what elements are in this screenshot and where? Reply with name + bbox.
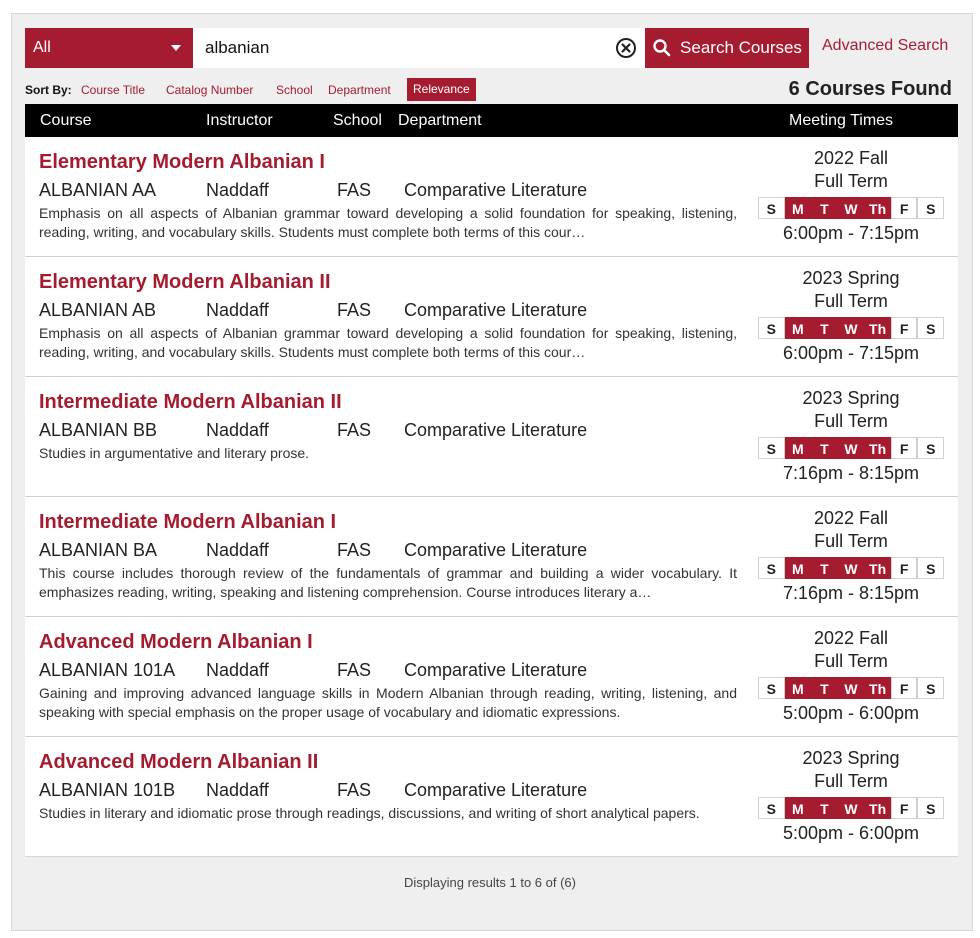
term-year: 2023 Spring <box>802 268 900 288</box>
sort-relevance[interactable]: Relevance <box>407 78 476 101</box>
search-bar <box>25 28 958 68</box>
course-row[interactable] <box>25 257 958 377</box>
course-description: This course includes thorough review of the fundamentals of grammar and building a wider vocabulary. It emphasizes reading, writing, speaking and listening comprehension. Course introduces literary a… <box>39 565 737 600</box>
day-indicator: S <box>758 677 785 699</box>
course-title-link[interactable]: Intermediate Modern Albanian I <box>39 511 337 533</box>
course-school: FAS <box>337 660 372 680</box>
term-length: Full Term <box>814 651 888 671</box>
course-row[interactable] <box>25 737 958 857</box>
course-row[interactable] <box>25 377 958 497</box>
course-school: FAS <box>337 420 372 440</box>
day-indicator: S <box>758 797 785 819</box>
meeting-time: 5:00pm - 6:00pm <box>782 823 920 843</box>
caret-down-icon <box>171 45 181 51</box>
day-indicator: S <box>917 197 944 219</box>
day-indicator: T <box>811 557 838 579</box>
course-school: FAS <box>337 540 372 560</box>
term-year: 2023 Spring <box>802 388 900 408</box>
meeting-times <box>758 387 944 485</box>
day-indicator: M <box>785 557 812 579</box>
day-indicator: M <box>785 317 812 339</box>
course-instructor: Naddaff <box>206 660 269 680</box>
course-school: FAS <box>337 300 372 320</box>
column-instructor: Instructor <box>206 112 273 129</box>
course-title-link[interactable]: Elementary Modern Albanian II <box>39 271 331 293</box>
search-input[interactable] <box>205 28 605 68</box>
course-instructor: Naddaff <box>206 180 269 200</box>
course-row[interactable] <box>25 497 958 617</box>
meeting-time: 6:00pm - 7:15pm <box>782 223 920 243</box>
search-button-label: Search Courses <box>680 38 802 57</box>
course-row[interactable] <box>25 617 958 737</box>
course-department: Comparative Literature <box>404 180 588 200</box>
day-indicator: M <box>785 197 812 219</box>
sort-department[interactable]: Department <box>328 83 391 97</box>
course-title-link[interactable]: Elementary Modern Albanian I <box>39 151 325 173</box>
term-year: 2022 Fall <box>813 628 889 648</box>
day-indicator: S <box>758 197 785 219</box>
course-catalog-number: ALBANIAN 101B <box>39 780 176 800</box>
filter-select[interactable] <box>25 28 193 68</box>
course-catalog-number: ALBANIAN BA <box>39 540 158 560</box>
results-count: 6 Courses Found <box>788 78 952 100</box>
course-catalog-number: ALBANIAN AB <box>39 300 157 320</box>
course-department: Comparative Literature <box>404 300 588 320</box>
day-indicator: Th <box>864 797 891 819</box>
meeting-times <box>758 507 944 605</box>
term-length: Full Term <box>814 411 888 431</box>
day-indicator: W <box>838 317 865 339</box>
day-indicator: S <box>917 557 944 579</box>
column-department: Department <box>398 112 482 129</box>
sort-bar <box>25 78 958 102</box>
day-indicator: S <box>917 797 944 819</box>
day-indicator: S <box>917 677 944 699</box>
day-indicator: W <box>838 677 865 699</box>
day-indicator: W <box>838 197 865 219</box>
weekday-strip <box>758 437 944 459</box>
day-indicator: T <box>811 197 838 219</box>
course-catalog-number: ALBANIAN BB <box>39 420 158 440</box>
day-indicator: W <box>838 557 865 579</box>
term-year: 2022 Fall <box>813 148 889 168</box>
course-school: FAS <box>337 180 372 200</box>
meeting-times <box>758 267 944 365</box>
day-indicator: S <box>758 317 785 339</box>
term-length: Full Term <box>814 531 888 551</box>
term-year: 2022 Fall <box>813 508 889 528</box>
meeting-times <box>758 747 944 845</box>
course-title-link[interactable]: Advanced Modern Albanian I <box>39 631 313 653</box>
search-courses-button[interactable] <box>645 28 809 68</box>
course-title-link[interactable]: Intermediate Modern Albanian II <box>39 391 342 413</box>
course-title-link[interactable]: Advanced Modern Albanian II <box>39 751 319 773</box>
column-course: Course <box>40 112 92 129</box>
day-indicator: M <box>785 437 812 459</box>
weekday-strip <box>758 677 944 699</box>
course-instructor: Naddaff <box>206 420 269 440</box>
filter-select-value: All <box>33 39 51 56</box>
sort-course-title[interactable]: Course Title <box>81 83 146 97</box>
day-indicator: F <box>891 797 918 819</box>
day-indicator: Th <box>864 437 891 459</box>
day-indicator: Th <box>864 317 891 339</box>
course-description: Emphasis on all aspects of Albanian grammar toward developing a solid foundation for speaking, listening, reading, writing, and vocabulary skills. Students must complete both terms of this cour… <box>39 325 737 360</box>
search-input-wrapper <box>193 28 645 68</box>
day-indicator: W <box>838 437 865 459</box>
course-department: Comparative Literature <box>404 660 588 680</box>
course-instructor: Naddaff <box>206 300 269 320</box>
course-catalog-number: ALBANIAN 101A <box>39 660 176 680</box>
day-indicator: Th <box>864 677 891 699</box>
sort-label: Sort By: <box>25 83 72 97</box>
search-icon <box>652 38 672 58</box>
day-indicator: F <box>891 557 918 579</box>
meeting-times <box>758 147 944 245</box>
term-length: Full Term <box>814 771 888 791</box>
term-year: 2023 Spring <box>802 748 900 768</box>
clear-icon[interactable] <box>615 37 637 59</box>
sort-catalog-number[interactable]: Catalog Number <box>166 83 254 97</box>
course-catalog-number: ALBANIAN AA <box>39 180 157 200</box>
weekday-strip <box>758 797 944 819</box>
day-indicator: M <box>785 677 812 699</box>
meeting-time: 7:16pm - 8:15pm <box>782 463 920 483</box>
day-indicator: F <box>891 317 918 339</box>
term-length: Full Term <box>814 171 888 191</box>
day-indicator: T <box>811 437 838 459</box>
course-description: Studies in argumentative and literary prose. <box>39 445 310 461</box>
day-indicator: S <box>758 437 785 459</box>
results-list <box>25 137 958 857</box>
pagination-summary: Displaying results 1 to 6 of (6) <box>404 875 576 890</box>
course-instructor: Naddaff <box>206 780 269 800</box>
day-indicator: T <box>811 797 838 819</box>
advanced-search-link[interactable]: Advanced Search <box>822 37 949 54</box>
day-indicator: T <box>811 317 838 339</box>
day-indicator: Th <box>864 197 891 219</box>
day-indicator: W <box>838 797 865 819</box>
course-department: Comparative Literature <box>404 420 588 440</box>
day-indicator: M <box>785 797 812 819</box>
day-indicator: F <box>891 197 918 219</box>
results-table-header <box>25 104 958 137</box>
course-row[interactable] <box>25 137 958 257</box>
weekday-strip <box>758 557 944 579</box>
term-length: Full Term <box>814 291 888 311</box>
column-meeting-times: Meeting Times <box>789 112 894 129</box>
meeting-time: 7:16pm - 8:15pm <box>782 583 920 603</box>
course-description: Gaining and improving advanced language skills in Modern Albanian through reading, writing, listening, and speaking with special emphasis on the proper usage of vocabulary and idiomatic expressions. <box>39 685 737 720</box>
day-indicator: S <box>917 437 944 459</box>
sort-school[interactable]: School <box>276 83 313 97</box>
meeting-time: 5:00pm - 6:00pm <box>782 703 920 723</box>
day-indicator: F <box>891 437 918 459</box>
course-department: Comparative Literature <box>404 780 588 800</box>
meeting-times <box>758 627 944 725</box>
day-indicator: T <box>811 677 838 699</box>
course-description: Studies in literary and idiomatic prose through readings, discussions, and writing of short analytical papers. <box>39 805 700 821</box>
course-school: FAS <box>337 780 372 800</box>
day-indicator: S <box>917 317 944 339</box>
column-school: School <box>333 112 382 129</box>
course-description: Emphasis on all aspects of Albanian grammar toward developing a solid foundation for speaking, listening, reading, writing, and vocabulary skills. Students must complete both terms of this cour… <box>39 205 737 240</box>
day-indicator: Th <box>864 557 891 579</box>
day-indicator: S <box>758 557 785 579</box>
course-department: Comparative Literature <box>404 540 588 560</box>
weekday-strip <box>758 197 944 219</box>
weekday-strip <box>758 317 944 339</box>
day-indicator: F <box>891 677 918 699</box>
meeting-time: 6:00pm - 7:15pm <box>782 343 920 363</box>
course-instructor: Naddaff <box>206 540 269 560</box>
